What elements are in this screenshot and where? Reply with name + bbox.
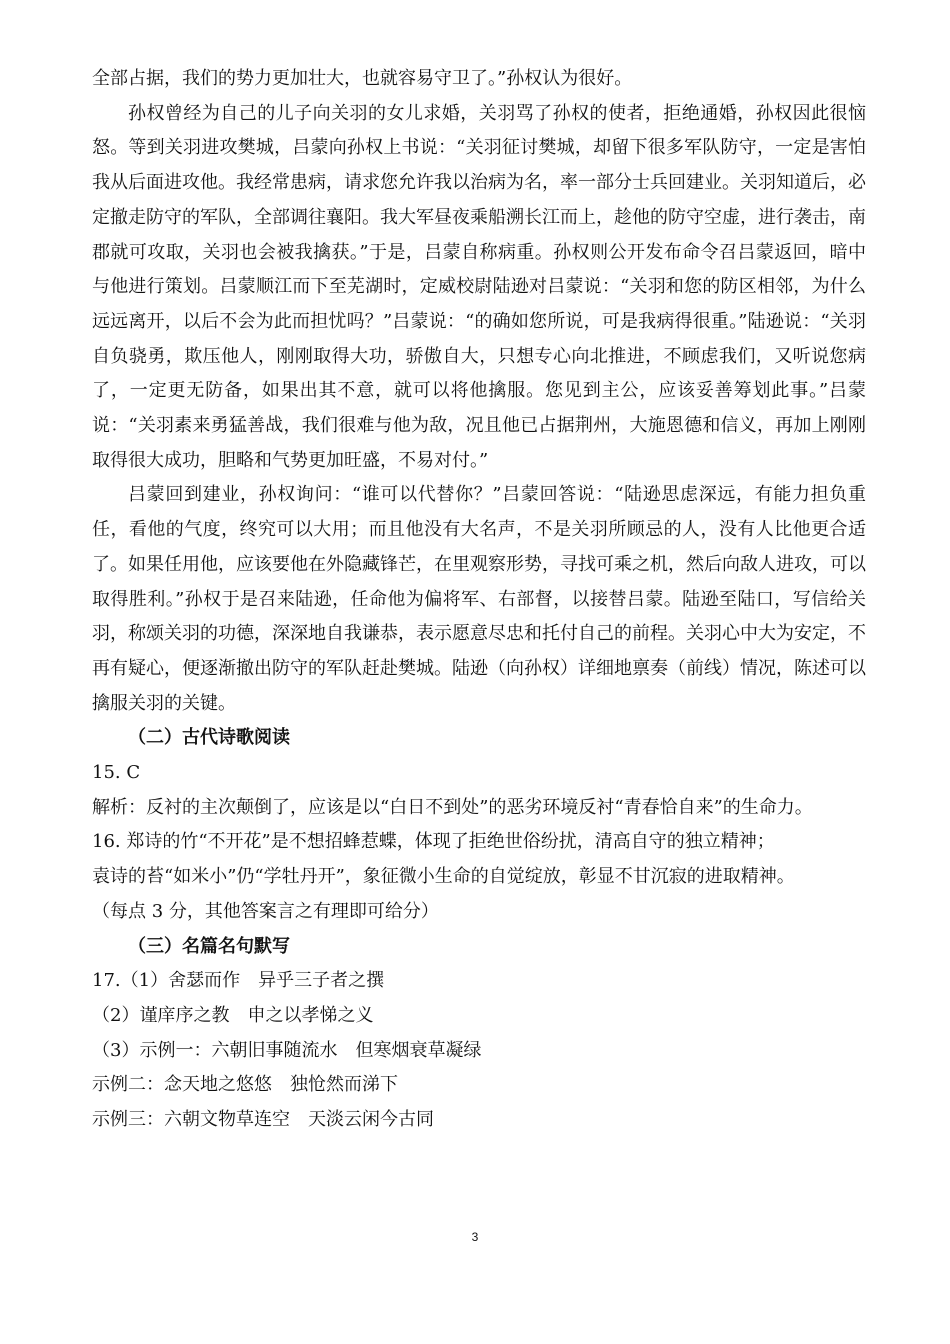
answer-example-3: 示例三：六朝文物草连空 天淡云闲今古同 [92, 1109, 434, 1131]
section-heading-recitation: （三）名篇名句默写 [128, 935, 290, 957]
answer-q17-3: （3）示例一：六朝旧事随流水 但寒烟衰草凝绿 [92, 1039, 482, 1061]
answer-example-2: 示例二：念天地之悠悠 独怆然而涕下 [92, 1074, 398, 1096]
page-number: 3 [471, 1230, 479, 1244]
answer-q16-note: （每点 3 分，其他答案言之有理即可给分） [92, 900, 439, 922]
section-heading-poetry: （二）古代诗歌阅读 [128, 727, 290, 749]
answer-q15-analysis: 解析：反衬的主次颠倒了，应该是以“白日不到处”的恶劣环境反衬“青春恰自来”的生命力。 [92, 796, 813, 818]
answer-q16-line2: 袁诗的苔“如米小”仍“学牡丹开”，象征微小生命的自觉绽放，彰显不甘沉寂的进取精神。 [92, 866, 795, 888]
answer-q17-1: 17.（1）舍瑟而作 异乎三子者之撰 [92, 970, 385, 992]
paragraph-sun-quan-marriage: 孙权曾经为自己的儿子向关羽的女儿求婚，关羽骂了孙权的使者，拒绝通婚，孙权因此很恼怒。等到关羽进攻樊城，吕蒙向孙权上书说：“关羽征讨樊城，却留下很多军队防守，一定是害怕我从后面进攻他。我经常患病，请求您允许我以治病为名，率一部分士兵回建业。关羽知道后，必定撤走防守的军队，全部调往襄阳。我大军昼夜乘船溯长江而上，趁他的防守空虚，进行袭击，南郡就可攻取，关羽也会被我擒获。”于是，吕蒙自称病重。孙权则公开发布命令召吕蒙返回，暗中与他进行策划。吕蒙顺江而下至芜湖时，定威校尉陆逊对吕蒙说：“关羽和您的防区相邻，为什么远远离开，以后不会为此而担忧吗？”吕蒙说：“的确如您所说，可是我病得很重。”陆逊说：“关羽自负骁勇，欺压他人，刚刚取得大功，骄傲自大，只想专心向北推进，不顾虑我们，又听说您病了，一定更无防备，如果出其不意，就可以将他擒服。您见到主公，应该妥善筹划此事。”吕蒙说：“关羽素来勇猛善战，我们很难与他为敌，况且他已占据荆州，大施恩德和信义，再加上刚刚取得很大成功，胆略和气势更加旺盛，不易对付。” [92, 102, 866, 471]
paragraph-lu-meng-returns: 吕蒙回到建业，孙权询问：“谁可以代替你？”吕蒙回答说：“陆逊思虑深远，有能力担负重任，看他的气度，终究可以大用；而且他没有大名声，不是关羽所顾忌的人，没有人比他更合适了。如果任用他，应该要他在外隐藏锋芒，在里观察形势，寻找可乘之机，然后向敌人进攻，可以取得胜利。”孙权于是召来陆逊，任命他为偏将军、右部督，以接替吕蒙。陆逊至陆口，写信给关羽，称颂关羽的功德，深深地自我谦恭，表示愿意尽忠和托付自己的前程。关羽心中大为安定，不再有疑心，便逐渐撤出防守的军队赶赴樊城。陆逊（向孙权）详细地禀奏（前线）情况，陈述可以擒服关羽的关键。 [92, 484, 866, 714]
answer-q16-line1: 16. 郑诗的竹“不开花”是不想招蜂惹蝶，体现了拒绝世俗纷扰，清高自守的独立精神； [92, 831, 775, 853]
answer-q17-2: （2）谨庠序之教 申之以孝悌之义 [92, 1004, 374, 1026]
document-body [92, 62, 866, 1138]
answer-q15: 15. C [92, 762, 141, 784]
paragraph-continued: 全部占据，我们的势力更加壮大，也就容易守卫了。”孙权认为很好。 [92, 68, 633, 89]
